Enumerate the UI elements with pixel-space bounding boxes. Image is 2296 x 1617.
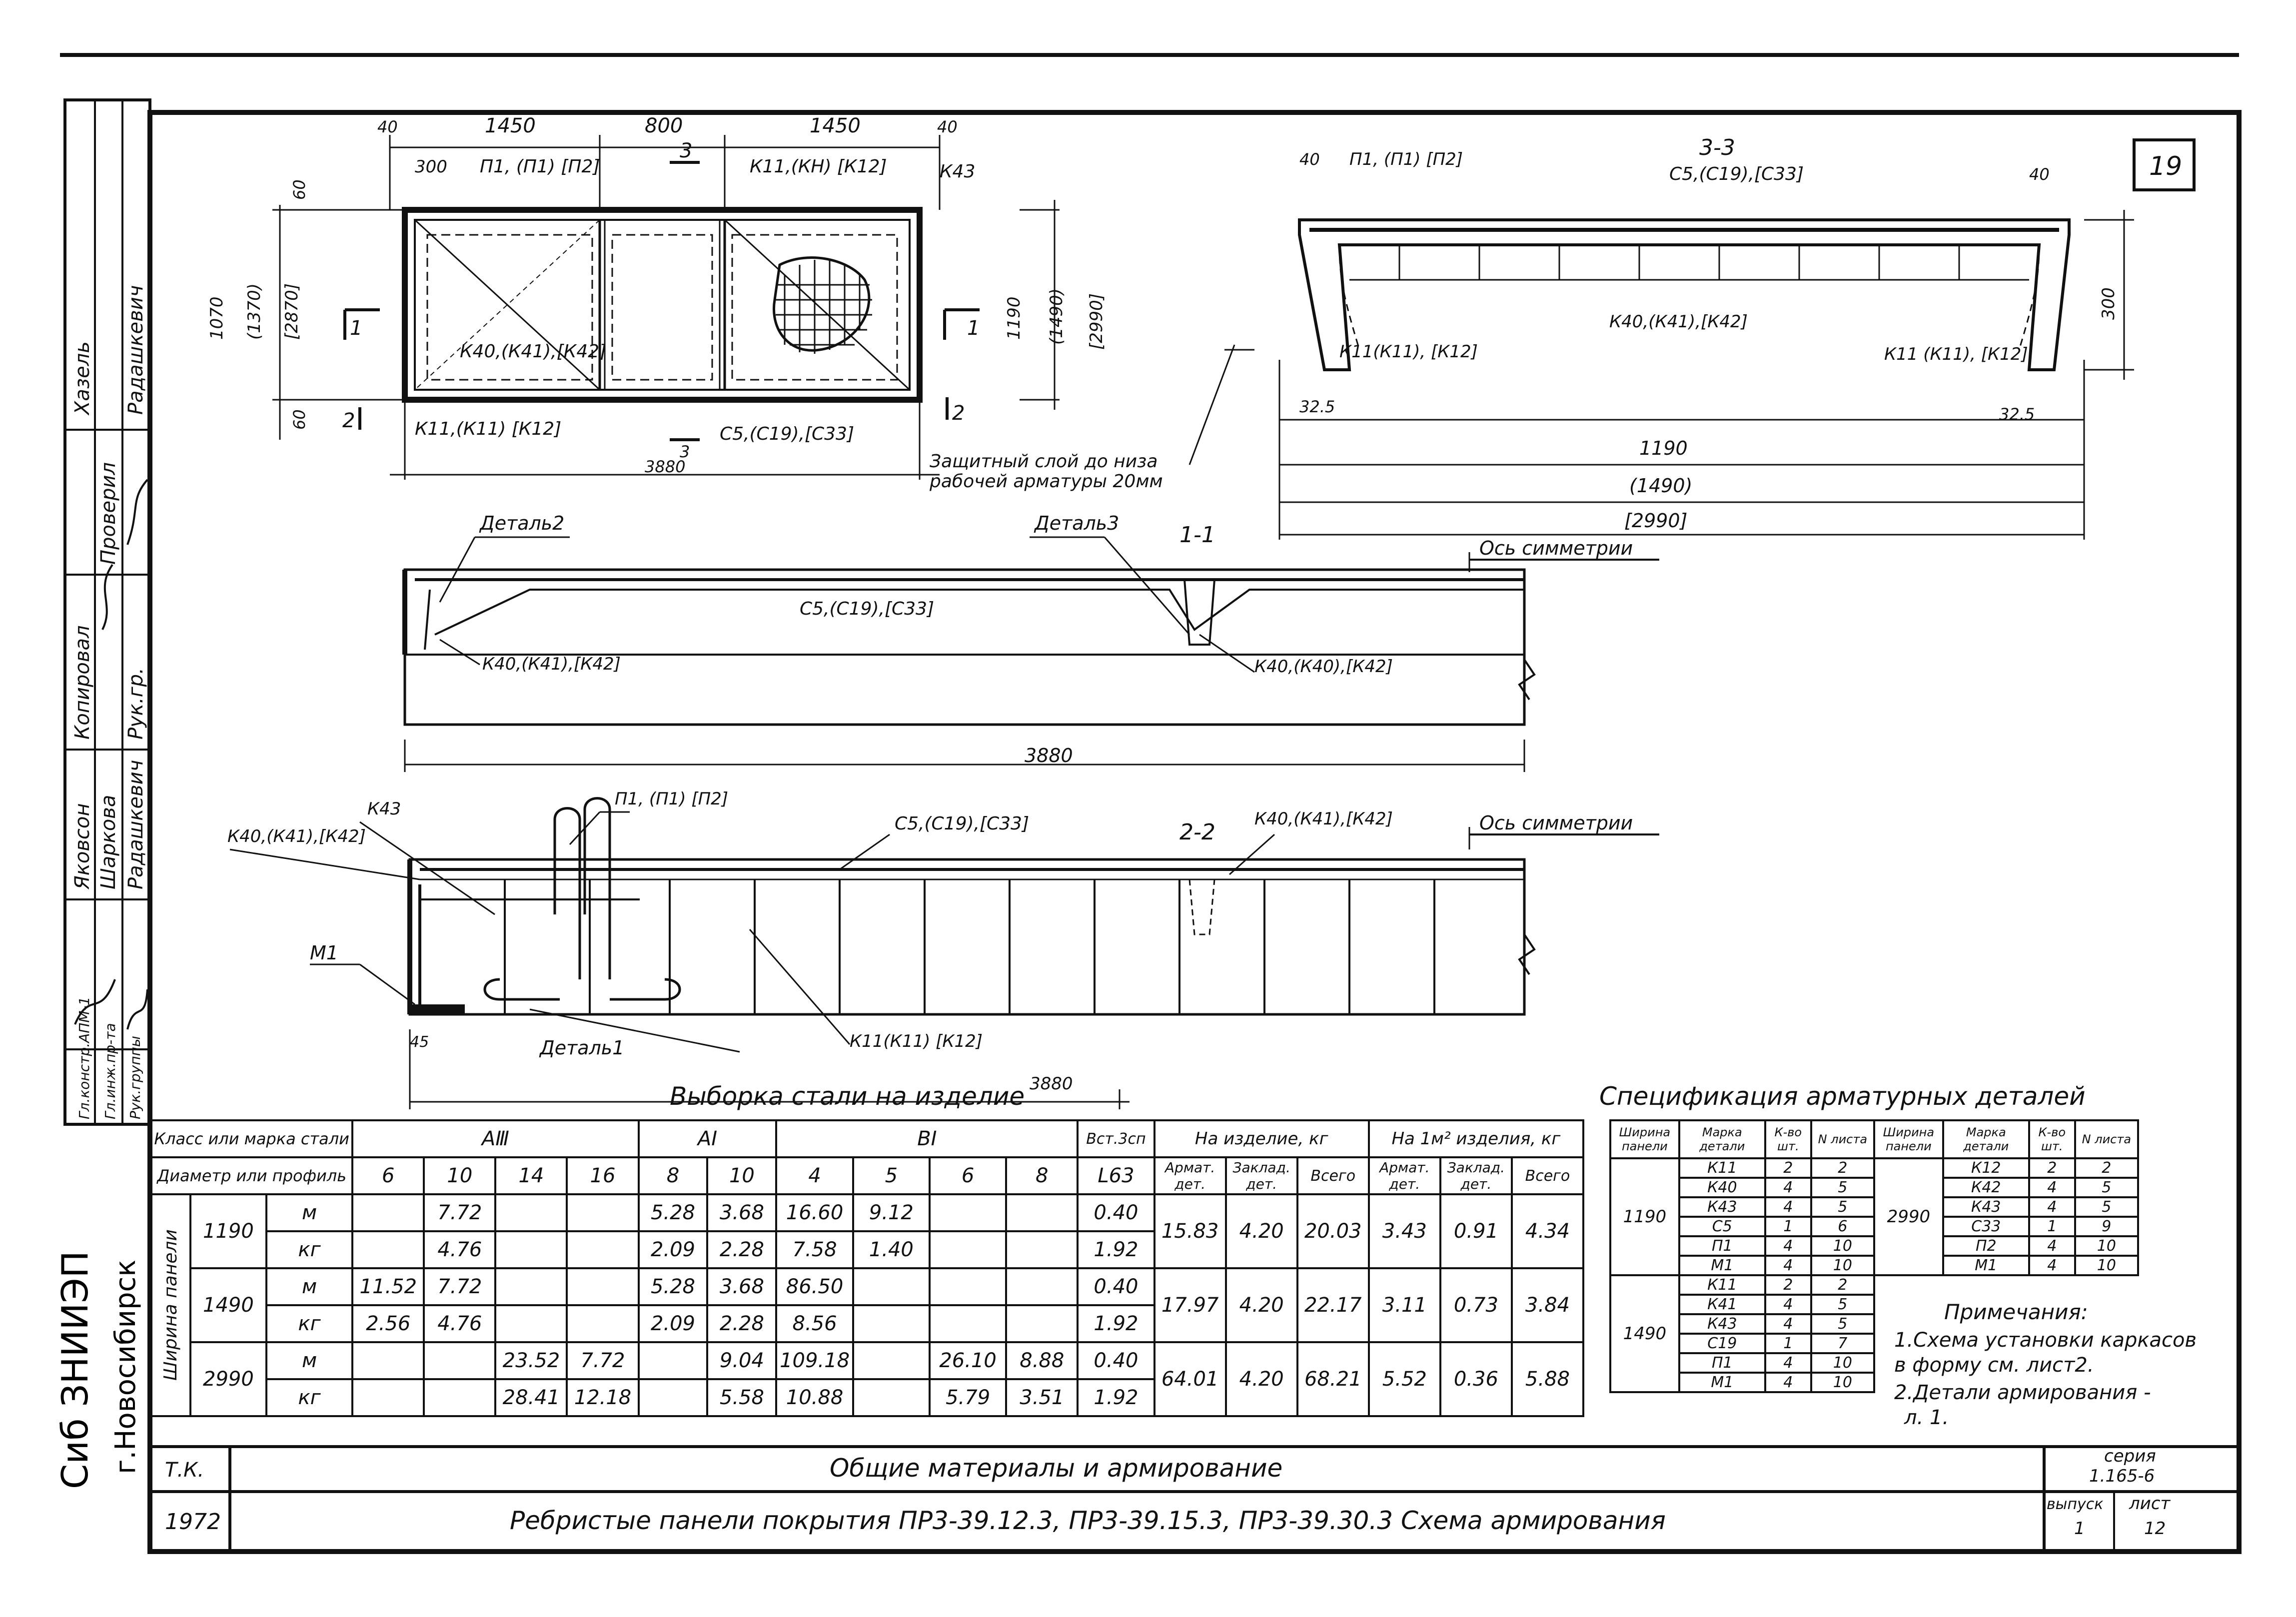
spec-cell: К41 [1679,1295,1765,1314]
steel-cell [1006,1231,1078,1268]
section22-k43: К43 [367,799,401,819]
steel-total-cell: 4.34 [1512,1194,1583,1268]
section33-title: 3-3 [1699,135,1735,160]
steel-cell: 12.18 [567,1379,638,1416]
steel-cell: 5.28 [639,1194,708,1231]
steel-cell [424,1342,495,1379]
section22-k40l: К40,(К41),[К42] [227,826,366,846]
steel-cell: 3.68 [707,1194,776,1231]
notes-title: Примечания: [1944,1300,2088,1324]
side-city: г.Новосибирск [109,1259,142,1474]
spec-cell: 10 [2075,1256,2138,1275]
steel-h-class: Класс или марка стали [151,1120,352,1157]
steel-cell [1006,1194,1078,1231]
title-series: 1.165-6 [2089,1466,2155,1486]
title-block [150,1446,2239,1552]
steel-total-cell: 5.88 [1512,1342,1583,1416]
spec-cell: 2 [2075,1158,2138,1178]
steel-d-10b: 10 [707,1157,776,1194]
steel-cell: 0.40 [1078,1268,1154,1305]
steel-cell [930,1231,1006,1268]
spec-width-2990: 2990 [1874,1158,1943,1275]
steel-cell: 9.12 [853,1194,930,1231]
spec-cell: 9 [2075,1217,2138,1236]
steel-cell: 2.09 [639,1305,708,1342]
steel-width: 2990 [190,1342,266,1416]
notes-line3: 2.Детали армирования - [1894,1381,2151,1404]
plan-left-dims [207,179,309,430]
plan-section-3: 3 [680,139,693,162]
steel-total-cell: 17.97 [1154,1268,1226,1342]
spec-cell: К42 [1943,1178,2029,1197]
section11-k40l: К40,(К41),[К42] [482,654,621,674]
steel-d-8: 8 [639,1157,708,1194]
table-row [1610,1275,2138,1295]
plan-dim-40a: 40 [377,117,398,136]
steel-cell [1006,1305,1078,1342]
spec-cell: 4 [1765,1197,1811,1217]
plan-callout-k11-bot: К11,(К11) [К12] [415,419,562,439]
sheet-number: 19 [2149,151,2183,181]
plan-dim-800: 800 [645,114,683,137]
spec-cell: 4 [1765,1178,1811,1197]
steel-total-cell: 64.01 [1154,1342,1226,1416]
spec-cell: К11 [1679,1275,1765,1295]
section33-k11r: К11 (К11), [К12] [1884,344,2028,364]
spec-cell: 2 [1811,1158,1874,1178]
steel-cell: 8.56 [776,1305,853,1342]
section22-axis: Ось симметрии [1479,812,1633,834]
steel-cell: 7.58 [776,1231,853,1268]
section-1-1 [405,512,1659,772]
steel-total-cell: 20.03 [1297,1194,1369,1268]
plan-section-1r: 1 [967,317,980,340]
steel-cell: 4.76 [424,1231,495,1268]
steel-cell [352,1379,424,1416]
svg-text:Радашкевич: Радашкевич [124,760,147,889]
title-issue: 1 [2074,1519,2085,1539]
steel-cell [352,1231,424,1268]
steel-cell [853,1379,930,1416]
steel-sub-arm: Армат. дет. [1154,1157,1226,1194]
plan-callout-k11-top: К11,(КН) [К12] [750,156,887,177]
svg-text:1190: 1190 [1004,296,1024,340]
svg-text:Проверил: Проверил [97,462,120,565]
section11-k40r: К40,(К40),[К42] [1254,657,1393,677]
svg-text:Рук.группы: Рук.группы [127,1035,143,1119]
spec-cell: 10 [2075,1236,2138,1256]
section33-32b: 32.5 [1999,405,2035,424]
svg-text:(1370): (1370) [244,283,264,340]
steel-total-cell: 0.91 [1440,1194,1512,1268]
spec-cell: 5 [2075,1197,2138,1217]
steel-cell: 16.60 [776,1194,853,1231]
steel-total-cell: 4.20 [1226,1268,1297,1342]
steel-unit: кг [266,1379,352,1416]
steel-cell: 2.28 [707,1231,776,1268]
steel-total-cell: 4.20 [1226,1194,1297,1268]
section22-length: 3880 [1030,1074,1073,1094]
steel-cell [930,1268,1006,1305]
section33-p1: П1, (П1) [П2] [1349,149,1463,169]
steel-cell: 9.04 [707,1342,776,1379]
spec-cell: 4 [1765,1295,1811,1314]
svg-text:1070: 1070 [207,296,227,340]
steel-unit: м [266,1342,352,1379]
spec-h-width: Ширина панели [1610,1120,1679,1158]
section11-detail2: Деталь2 [480,512,565,534]
steel-total-cell: 0.73 [1440,1268,1512,1342]
steel-cell [639,1342,708,1379]
steel-cell [567,1231,638,1268]
section33-k11l: К11(К11), [К12] [1339,342,1478,362]
steel-table-title: Выборка стали на изделие [670,1082,1025,1111]
section-3-3 [1279,135,2134,540]
section33-1490: (1490) [1629,475,1693,497]
steel-total-cell: 15.83 [1154,1194,1226,1268]
section33-40b: 40 [2029,165,2050,184]
plan-callout-c5: С5,(С19),[С33] [720,424,854,444]
spec-cell: К11 [1679,1158,1765,1178]
side-org: Сиб ЗНИИЭП [54,1251,96,1489]
spec-cell: 4 [1765,1314,1811,1334]
steel-cell: 0.40 [1078,1194,1154,1231]
steel-total-cell: 3.43 [1369,1194,1440,1268]
steel-cell: 28.41 [495,1379,567,1416]
title-tk: Т.К. [165,1459,204,1482]
spec-table-title: Спецификация арматурных деталей [1599,1082,2086,1111]
plan-section-2r: 2 [952,402,965,425]
spec-width: 1190 [1610,1158,1679,1275]
svg-text:Радашкевич: Радашкевич [124,285,147,415]
steel-total-cell: 3.84 [1512,1268,1583,1342]
section33-2990: [2990] [1624,510,1688,532]
steel-d-6: 6 [352,1157,424,1194]
section22-k40r: К40,(К41),[К42] [1254,809,1393,829]
plan-dim-40b: 40 [937,117,958,136]
spec-h-width2: Ширина панели [1874,1120,1943,1158]
spec-cell: 1 [1765,1334,1811,1353]
plan-length: 3880 [645,457,686,476]
steel-sub-total: Всего [1297,1157,1369,1194]
svg-text:Хазель: Хазель [71,341,94,415]
section22-title: 2-2 [1179,819,1215,845]
spec-cell: 4 [1765,1373,1811,1392]
steel-cell: 5.79 [930,1379,1006,1416]
section22-p1: П1, (П1) [П2] [615,789,729,809]
spec-cell: 4 [1765,1353,1811,1373]
section33-40a: 40 [1299,150,1320,169]
spec-cell: 10 [1811,1236,1874,1256]
spec-cell: 7 [1811,1334,1874,1353]
steel-cell [352,1342,424,1379]
steel-class-a1: АⅠ [639,1120,777,1157]
spec-cell: 6 [1811,1217,1874,1236]
spec-cell: 4 [2029,1178,2075,1197]
steel-cell: 2.09 [639,1231,708,1268]
steel-cell [853,1305,930,1342]
steel-d-14: 14 [495,1157,567,1194]
spec-cell: 4 [1765,1256,1811,1275]
steel-d-4: 4 [776,1157,853,1194]
svg-text:(1490): (1490) [1047,288,1067,345]
section11-title: 1-1 [1179,522,1215,548]
plan-view [207,114,1163,492]
steel-total-cell: 4.20 [1226,1342,1297,1416]
spec-cell: П1 [1679,1353,1765,1373]
spec-cell: 2 [1811,1275,1874,1295]
spec-cell: К40 [1679,1178,1765,1197]
spec-h-qty2: К-во шт. [2029,1120,2075,1158]
spec-cell: 5 [1811,1197,1874,1217]
title-sheet-label: лист [2129,1494,2171,1514]
section22-45: 45 [410,1033,429,1051]
steel-cell [853,1268,930,1305]
spec-width: 1490 [1610,1275,1679,1392]
title-line2: Ребристые панели покрытия ПР3-39.12.3, ПР3-39.15.3, ПР3-39.30.3 Схема армирования [510,1506,1666,1535]
table-row [151,1342,1583,1379]
steel-table [150,1119,1584,1417]
steel-cell: 5.58 [707,1379,776,1416]
plan-callout-p1: П1, (П1) [П2] [480,156,600,177]
steel-cell: 23.52 [495,1342,567,1379]
steel-cell: 109.18 [776,1342,853,1379]
steel-cell [930,1194,1006,1231]
steel-cell: 1.92 [1078,1231,1154,1268]
steel-h-diam: Диаметр или профиль [151,1157,352,1194]
spec-cell: 4 [1765,1236,1811,1256]
steel-cell [567,1194,638,1231]
steel-cell [495,1231,567,1268]
steel-sub-zakl2: Заклад. дет. [1440,1157,1512,1194]
spec-cell: 5 [2075,1178,2138,1197]
spec-cell: 5 [1811,1314,1874,1334]
spec-cell: 4 [2029,1197,2075,1217]
spec-cell: С5 [1679,1217,1765,1236]
spec-cell: 4 [2029,1256,2075,1275]
spec-cell: 5 [1811,1295,1874,1314]
spec-cell: П1 [1679,1236,1765,1256]
steel-d-5: 5 [853,1157,930,1194]
steel-cell: 1.92 [1078,1379,1154,1416]
steel-cell [424,1379,495,1416]
plan-callout-k43: К43 [940,161,976,182]
section11-axis: Ось симметрии [1479,537,1633,559]
notes-line4: л. 1. [1904,1406,1949,1429]
side-stamp [54,100,150,1489]
svg-text:Копировал: Копировал [71,625,94,740]
plan-right-dims [1004,288,1107,350]
steel-unit: м [266,1268,352,1305]
steel-unit: кг [266,1305,352,1342]
spec-cell: 1 [1765,1217,1811,1236]
plan-callout-k40: К40,(К41),[К42] [460,341,607,362]
steel-cell: 1.40 [853,1231,930,1268]
spec-h-sheet2: N листа [2075,1120,2138,1158]
spec-table [1609,1119,2139,1393]
spec-table-body [1610,1158,2138,1392]
spec-cell: К43 [1679,1197,1765,1217]
spec-cell: М1 [1943,1256,2029,1275]
section22-k11: К11(К11) [К12] [850,1031,983,1051]
steel-cell [853,1342,930,1379]
steel-class-b1: ВⅠ [776,1120,1078,1157]
steel-cell: 8.88 [1006,1342,1078,1379]
plan-section-3b: 3 [680,442,690,461]
spec-cell: 5 [1811,1178,1874,1197]
steel-cell [352,1194,424,1231]
spec-h-qty: К-во шт. [1765,1120,1811,1158]
title-issue-label: выпуск [2047,1496,2104,1513]
svg-text:Гл.инж.пр-та: Гл.инж.пр-та [102,1023,118,1119]
steel-total-cell: 5.52 [1369,1342,1440,1416]
steel-d-8b: 8 [1006,1157,1078,1194]
section33-c5: С5,(С19),[С33] [1669,164,1804,184]
section22-c5: С5,(С19),[С33] [895,813,1029,834]
plan-dim-1450b: 1450 [810,114,861,137]
steel-cell [495,1268,567,1305]
section33-32a: 32.5 [1299,397,1335,416]
spec-cell: 4 [2029,1236,2075,1256]
section11-length: 3880 [1025,745,1073,767]
steel-cell [567,1268,638,1305]
plan-callout-300: 300 [415,157,447,177]
notes-line2: в форму см. лист2. [1894,1354,2094,1377]
steel-cell: 86.50 [776,1268,853,1305]
spec-cell: К43 [1943,1197,2029,1217]
steel-class-per-item: На изделие, кг [1154,1120,1369,1157]
section33-300: 300 [2099,287,2119,320]
steel-sub-total2: Всего [1512,1157,1583,1194]
table-row [151,1268,1583,1305]
spec-cell: С33 [1943,1217,2029,1236]
spec-cell: 10 [1811,1353,1874,1373]
steel-table-body [151,1194,1583,1416]
svg-text:60: 60 [290,179,309,200]
steel-cell: 3.51 [1006,1379,1078,1416]
steel-d-10: 10 [424,1157,495,1194]
spec-h-sheet: N листа [1811,1120,1874,1158]
steel-total-cell: 22.17 [1297,1268,1369,1342]
table-row [151,1194,1583,1231]
svg-text:60: 60 [290,409,309,430]
plan-section-2: 2 [342,409,355,432]
steel-cell [1006,1268,1078,1305]
spec-cell: К12 [1943,1158,2029,1178]
section33-k40: К40,(К41),[К42] [1609,312,1748,332]
steel-cell: 3.68 [707,1268,776,1305]
steel-cell: 0.40 [1078,1342,1154,1379]
plan-note-1: Защитный слой до низа [930,451,1158,472]
spec-cell: 1 [2029,1217,2075,1236]
spec-cell: 2 [1765,1275,1811,1295]
notes-line1: 1.Схема установки каркасов [1894,1329,2197,1352]
steel-cell [567,1305,638,1342]
steel-cell: 2.28 [707,1305,776,1342]
steel-unit: м [266,1194,352,1231]
steel-cell: 5.28 [639,1268,708,1305]
steel-d-6b: 6 [930,1157,1006,1194]
steel-cell: 7.72 [567,1342,638,1379]
section33-1190: 1190 [1639,437,1688,459]
spec-cell: 2 [2029,1158,2075,1178]
section11-detail3: Деталь3 [1035,512,1120,534]
steel-class-vst: Вст.3сп [1078,1120,1154,1157]
title-line1: Общие материалы и армирование [830,1454,1283,1483]
steel-cell: 4.76 [424,1305,495,1342]
steel-cell [930,1305,1006,1342]
steel-sub-arm2: Армат. дет. [1369,1157,1440,1194]
steel-cell [639,1379,708,1416]
spec-h-mark: Марка детали [1679,1120,1765,1158]
spec-cell: М1 [1679,1373,1765,1392]
steel-cell: 1.92 [1078,1305,1154,1342]
steel-cell: 26.10 [930,1342,1006,1379]
steel-d-16: 16 [567,1157,638,1194]
steel-cell: 7.72 [424,1268,495,1305]
spec-h-mark2: Марка детали [1943,1120,2029,1158]
svg-text:[2870]: [2870] [282,283,302,340]
steel-cell: 10.88 [776,1379,853,1416]
spec-cell: К43 [1679,1314,1765,1334]
plan-section-1: 1 [350,317,363,340]
steel-sub-zakl: Заклад. дет. [1226,1157,1297,1194]
svg-text:[2990]: [2990] [1087,293,1107,350]
steel-width: 1190 [190,1194,266,1268]
section-2-2 [227,789,1659,1109]
steel-cell [495,1305,567,1342]
plan-note-2: рабочей арматуры 20мм [930,471,1163,492]
section22-m1: М1 [310,942,338,964]
steel-cell: 11.52 [352,1268,424,1305]
svg-text:Гл.констр.АПМ-1: Гл.констр.АПМ-1 [76,996,92,1119]
spec-cell: 10 [1811,1373,1874,1392]
svg-text:Шаркова: Шаркова [97,795,120,889]
spec-cell: 10 [1811,1256,1874,1275]
title-series-label: серия [2104,1446,2156,1466]
section11-c5: С5,(С19),[С33] [800,599,934,619]
title-sheet: 12 [2144,1519,2166,1539]
steel-row-label: Ширина панели [151,1194,190,1416]
spec-empty-area [1874,1275,2138,1392]
spec-cell: С19 [1679,1334,1765,1353]
steel-unit: кг [266,1231,352,1268]
steel-cell: 2.56 [352,1305,424,1342]
steel-class-a3: АⅢ [352,1120,638,1157]
steel-total-cell: 68.21 [1297,1342,1369,1416]
steel-width: 1490 [190,1268,266,1342]
steel-total-cell: 0.36 [1440,1342,1512,1416]
steel-class-per-m2: На 1м² изделия, кг [1369,1120,1583,1157]
spec-cell: М1 [1679,1256,1765,1275]
steel-cell: 7.72 [424,1194,495,1231]
plan-dim-1450a: 1450 [485,114,536,137]
spec-cell: П2 [1943,1236,2029,1256]
steel-cell [495,1194,567,1231]
spec-cell: 2 [1765,1158,1811,1178]
svg-text:Рук.гр.: Рук.гр. [124,668,147,740]
section22-detail1: Деталь1 [540,1037,625,1059]
steel-total-cell: 3.11 [1369,1268,1440,1342]
title-year: 1972 [165,1509,221,1535]
steel-d-l63: L63 [1078,1157,1154,1194]
table-row [1610,1158,2138,1178]
svg-text:Яковсон: Яковсон [71,803,94,889]
